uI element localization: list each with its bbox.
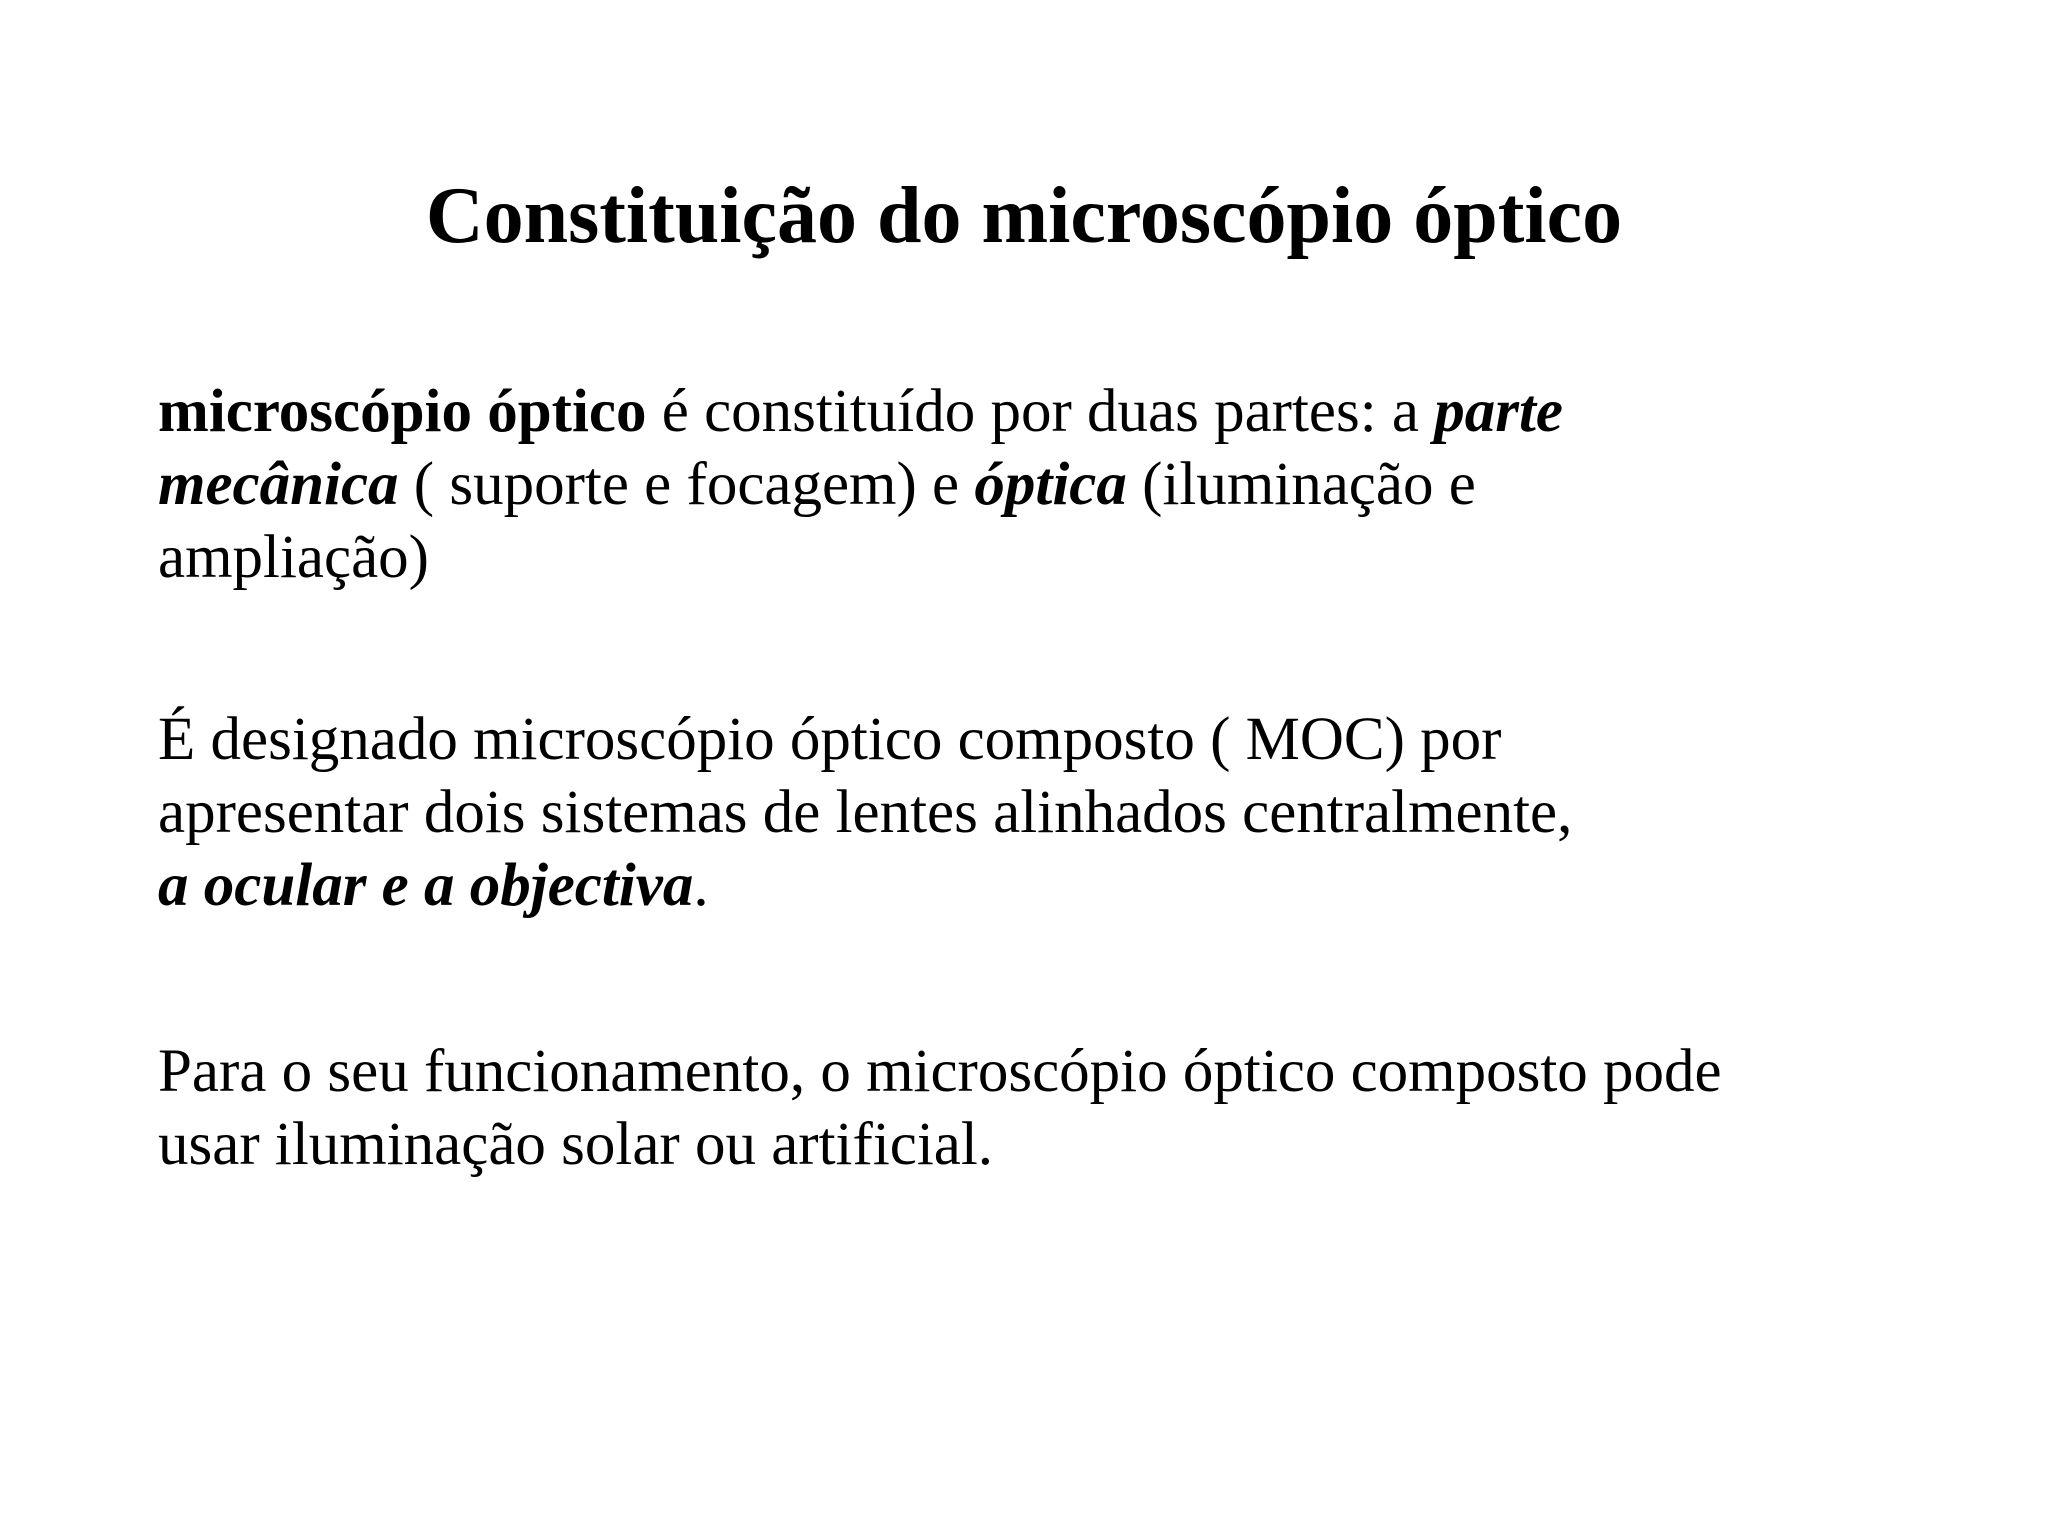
text-span: Para o seu funcionamento, o microscópio óptico composto pode <box>158 1038 1722 1105</box>
term-optica: óptica <box>974 451 1127 518</box>
text-span: É designado microscópio óptico composto ( MOC) por <box>158 706 1502 773</box>
text-span: (iluminação e <box>1126 451 1476 518</box>
text-span: ampliação) <box>158 524 429 591</box>
term-mecanica: mecânica <box>158 451 399 518</box>
slide-title: Constituição do microscópio óptico <box>425 172 1623 260</box>
paragraph-illumination <box>158 1035 1978 1181</box>
text-span: . <box>693 852 709 919</box>
term-parte: parte <box>1434 378 1564 445</box>
paragraph-moc <box>158 703 1978 922</box>
term-microscopio-optico: microscópio óptico <box>158 378 647 445</box>
text-span: apresentar dois sistemas de lentes alinhados centralmente, <box>158 779 1573 846</box>
term-ocular-objectiva: a ocular e a objectiva <box>158 852 694 919</box>
text-span: ( suporte e focagem) e <box>398 451 975 518</box>
text-span: é constituído por duas partes: a <box>646 378 1435 445</box>
text-span: usar iluminação solar ou artificial. <box>158 1111 994 1178</box>
paragraph-parts <box>158 375 1978 594</box>
